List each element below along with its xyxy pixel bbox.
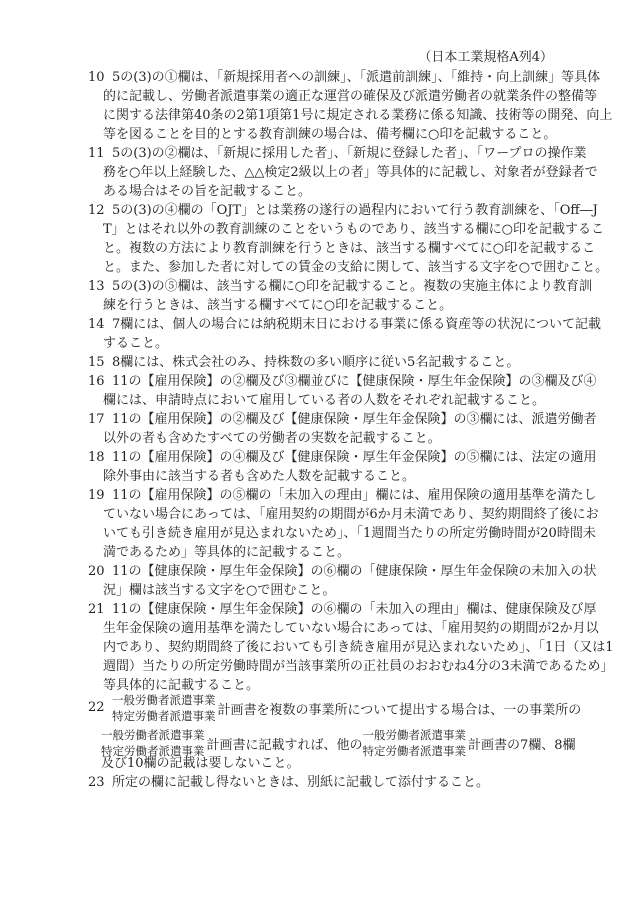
item-line: 等を図ることを目的とする教育訓練の場合は、備考欄に○印を記載すること。 xyxy=(103,127,557,142)
item-22-text: 計画書に記載すれば、他の xyxy=(206,737,363,753)
business-type-stack xyxy=(112,692,216,724)
item-number: 17 xyxy=(88,412,105,427)
item-line: 内であり、契約期間終了後においても引き続き雇用が見込まれないため」、「1日（又は1 xyxy=(103,640,614,655)
item-22-text: 及び10欄の記載は要しないこと。 xyxy=(101,756,300,771)
item-number: 15 xyxy=(88,355,105,370)
item-line: 練を行うときは、該当する欄すべてに○印を記載すること。 xyxy=(103,298,453,313)
item-number: 10 xyxy=(88,70,105,85)
business-type-stack xyxy=(363,727,467,759)
item-number: 20 xyxy=(88,564,105,579)
item-line: 7欄には、個人の場合には納税期末日における事業に係る資産等の状況について記載 xyxy=(112,317,602,332)
stack-bottom: 特定労働者派遣事業 xyxy=(101,744,205,758)
item-line: すること。 xyxy=(103,336,169,351)
stack-bottom: 特定労働者派遣事業 xyxy=(362,744,467,758)
item-number: 14 xyxy=(88,317,105,332)
item-line: ていない場合にあっては、「雇用契約の期間が6か月未満であり、契約期間終了後にお xyxy=(103,507,599,522)
item-22-text: 計画書の7欄、8欄 xyxy=(468,737,576,753)
stack-top: 一般労働者派遣事業 xyxy=(362,728,467,742)
item-line: 11の【雇用保険】の⑤欄の「未加入の理由」欄には、雇用保険の適用基準を満たし xyxy=(112,488,597,503)
item-number: 11 xyxy=(88,146,105,161)
item-number: 21 xyxy=(88,602,105,617)
item-line: 生年金保険の適用基準を満たしていない場合にあっては、「雇用契約の期間が2か月以 xyxy=(103,621,599,636)
item-line: T」とはそれ以外の教育訓練のことをいうものであり、該当する欄に○印を記載するこ xyxy=(103,222,605,237)
item-line: と。また、参加した者に対しての賃金の支給に関して、該当する文字を○で囲むこと。 xyxy=(103,260,609,275)
document-format-label: （日本工業規格A列4） xyxy=(418,50,553,65)
item-line: と。複数の方法により教育訓練を行うときは、該当する欄すべてに○印を記載するこ xyxy=(103,241,596,256)
item-number: 16 xyxy=(88,374,105,389)
item-line: 11の【健康保険・厚生年金保険】の⑥欄の「未加入の理由」欄は、健康保険及び厚 xyxy=(112,602,597,617)
item-line: に関する法律第40条の2第1項第1号に規定される業務に係る知識、技術等の開発、向上 xyxy=(103,108,613,123)
item-line: 5の(3)の①欄は、「新規採用者への訓練」、「派遣前訓練」、「維持・向上訓練」等具体 xyxy=(112,70,601,85)
item-line: 況」欄は該当する文字を○で囲むこと。 xyxy=(103,583,336,598)
stack-bottom: 特定労働者派遣事業 xyxy=(112,709,216,723)
item-line: 欄には、申請時点において雇用している者の人数をそれぞれ記載すること。 xyxy=(103,393,546,408)
item-number: 18 xyxy=(88,450,105,465)
item-line: 11の【健康保険・厚生年金保険】の⑥欄の「健康保険・厚生年金保険の未加入の状 xyxy=(112,564,597,579)
item-line: 以外の者も含めたすべての労働者の実数を記載すること。 xyxy=(103,431,441,446)
item-line: 等具体的に記載すること。 xyxy=(103,678,260,693)
item-line: 5の(3)の②欄は、「新規に採用した者」、「新規に登録した者」、「ワープロの操作業 xyxy=(112,146,587,161)
item-line: 11の【雇用保険】の②欄及び【健康保険・厚生年金保険】の③欄には、派遣労働者 xyxy=(112,412,597,427)
item-number: 12 xyxy=(88,203,105,218)
item-number: 13 xyxy=(88,279,105,294)
item-22-row-1 xyxy=(112,690,581,726)
item-22-text: 計画書を複数の事業所について提出する場合は、一の事業所の xyxy=(217,702,582,718)
item-line: 5の(3)の⑤欄は、該当する欄に○印を記載すること。複数の実施主体により教育訓 xyxy=(112,279,593,294)
item-line: 8欄には、株式会社のみ、持株数の多い順序に従い5名記載すること。 xyxy=(112,355,520,370)
stack-top: 一般労働者派遣事業 xyxy=(112,693,216,707)
item-line: 11の【雇用保険】の④欄及び【健康保険・厚生年金保険】の⑤欄には、法定の適用 xyxy=(112,450,597,465)
item-line: 週間）当たりの所定労働時間が当該事業所の正社員のおおむね4分の3未満であるため」 xyxy=(103,659,614,674)
item-line: 5の(3)の④欄の「OJT」とは業務の遂行の過程内において行う教育訓練を、「Off―J xyxy=(112,203,598,218)
item-line: 11の【雇用保険】の②欄及び③欄並びに【健康保険・厚生年金保険】の③欄及び④ xyxy=(112,374,597,389)
stack-top: 一般労働者派遣事業 xyxy=(101,728,205,742)
item-line: 的に記載し、労働者派遣事業の適正な運営の確保及び派遣労働者の就業条件の整備等 xyxy=(103,89,598,104)
item-line: いても引き続き雇用が見込まれないため」、「1週間当たりの所定労働時間が20時間未 xyxy=(103,526,596,541)
item-number: 19 xyxy=(88,488,105,503)
item-number: 22 xyxy=(88,700,105,715)
item-number: 23 xyxy=(88,775,105,790)
item-line: 除外事由に該当する者も含めた人数を記載すること。 xyxy=(103,469,416,484)
item-23-text: 所定の欄に記載し得ないときは、別紙に記載して添付すること。 xyxy=(112,775,490,790)
item-line: 満であるため」等具体的に記載すること。 xyxy=(103,545,351,560)
item-line: 務を○年以上経験した、△△検定2級以上の者」等具体的に記載し、対象者が登録者で xyxy=(103,165,598,180)
item-line: ある場合はその旨を記載すること。 xyxy=(103,184,312,199)
